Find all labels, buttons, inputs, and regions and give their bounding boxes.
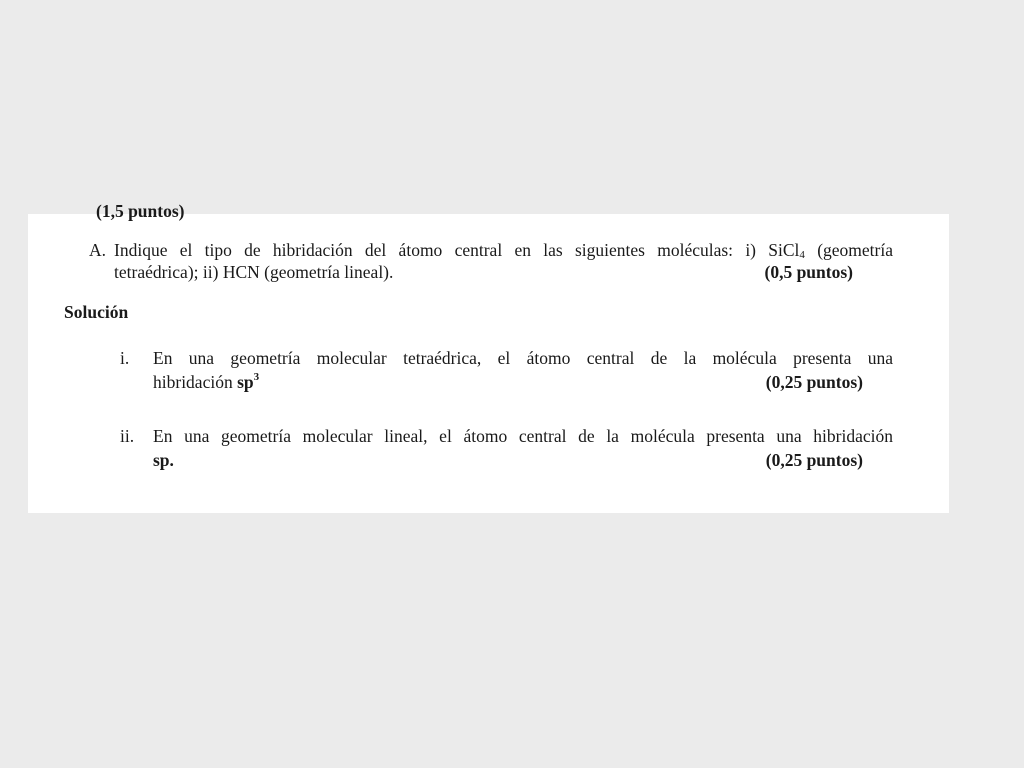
item-points: (0,25 puntos) [765, 450, 863, 470]
superscript-3: 3 [253, 371, 260, 383]
question-line-1: Indique el tipo de hibridación del átomo central en las siguientes moléculas: i) SiCl$_4$ (geometría [114, 240, 893, 261]
subscript-4: 4 [799, 249, 805, 261]
solution-item-ii [120, 424, 893, 472]
question-letter: A. [89, 240, 107, 260]
solution-heading: Solución [64, 302, 129, 322]
question-a [89, 239, 893, 283]
document-page [28, 201, 949, 513]
item-line-1: En una geometría molecular tetraédrica, el átomo central de la molécula presenta una [153, 348, 893, 368]
item-line-2: hibridación $sp^3$ [153, 371, 260, 392]
question-points: (0,5 puntos) [764, 262, 853, 282]
question-line-2: tetraédrica); ii) HCN (geometría lineal). [114, 262, 394, 282]
item-marker: ii. [120, 426, 135, 446]
solution-item-i [120, 346, 893, 394]
hybridization-sp3: sp [237, 372, 254, 392]
item-points: (0,25 puntos) [765, 372, 863, 392]
cut-off-text: (1,5 puntos) [96, 201, 185, 221]
item-line-1: En una geometría molecular lineal, el átomo central de la molécula presenta una hibridación [153, 426, 893, 446]
hybridization-sp: sp. [153, 450, 174, 470]
item-marker: i. [120, 348, 130, 368]
